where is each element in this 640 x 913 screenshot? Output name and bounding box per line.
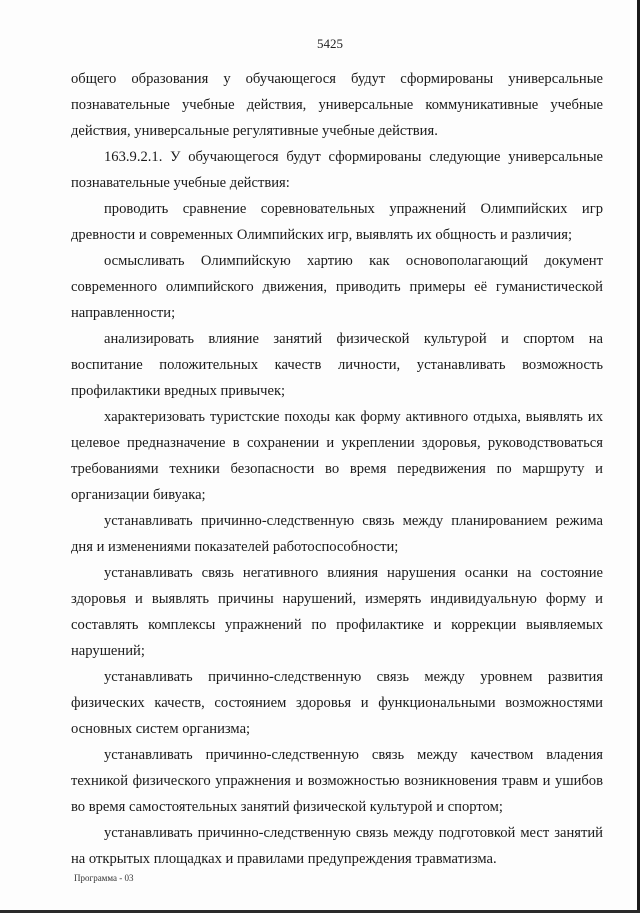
paragraph-list-item: характеризовать туристские походы как форму активного отдыха, выявлять их целевое предназначение в сохранении и укреплении здоровья, руководствоваться требованиями техники безопасности во время передвижения по маршруту и организации бивуака;: [71, 409, 603, 503]
paragraph-list-item: анализировать влияние занятий физической культурой и спортом на воспитание положительных качеств личности, устанавливать возможность профилактики вредных привычек;: [71, 331, 603, 399]
body-text: [71, 66, 603, 872]
paragraph-list-item: устанавливать причинно-следственную связь между качеством владения техникой физического упражнения и возможностью возникновения травм и ушибов во время самостоятельных занятий физической культурой и спортом;: [71, 747, 603, 815]
paragraph-list-item: проводить сравнение соревновательных упражнений Олимпийских игр древности и современных Олимпийских игр, выявлять их общность и различия;: [71, 201, 603, 243]
page-number: 5425: [317, 36, 343, 51]
paragraph-list-item: устанавливать причинно-следственную связь между уровнем развития физических качеств, состоянием здоровья и функциональными возможностями основных систем организма;: [71, 669, 603, 737]
paragraph-continuation: общего образования у обучающегося будут сформированы универсальные познавательные учебные действия, универсальные коммуникативные учебные действия, универсальные регулятивные учебные действия.: [71, 71, 603, 139]
paragraph-list-item: осмысливать Олимпийскую хартию как основополагающий документ современного олимпийского движения, приводить примеры её гуманистической направленности;: [71, 253, 603, 321]
page-footer: Программа - 03: [74, 873, 134, 883]
paragraph-list-item: устанавливать причинно-следственную связь между подготовкой мест занятий на открытых площадках и правилами предупреждения травматизма.: [71, 825, 603, 867]
paragraph-list-item: устанавливать связь негативного влияния нарушения осанки на состояние здоровья и выявлять причины нарушений, измерять индивидуальную форму и составлять комплексы упражнений по профилактике и коррекции выявляемых нарушений;: [71, 565, 603, 659]
paragraph-list-item: устанавливать причинно-следственную связь между планированием режима дня и изменениями показателей работоспособности;: [71, 513, 603, 555]
paragraph-section-heading: 163.9.2.1. У обучающегося будут сформированы следующие универсальные познавательные учебные действия:: [71, 149, 603, 191]
